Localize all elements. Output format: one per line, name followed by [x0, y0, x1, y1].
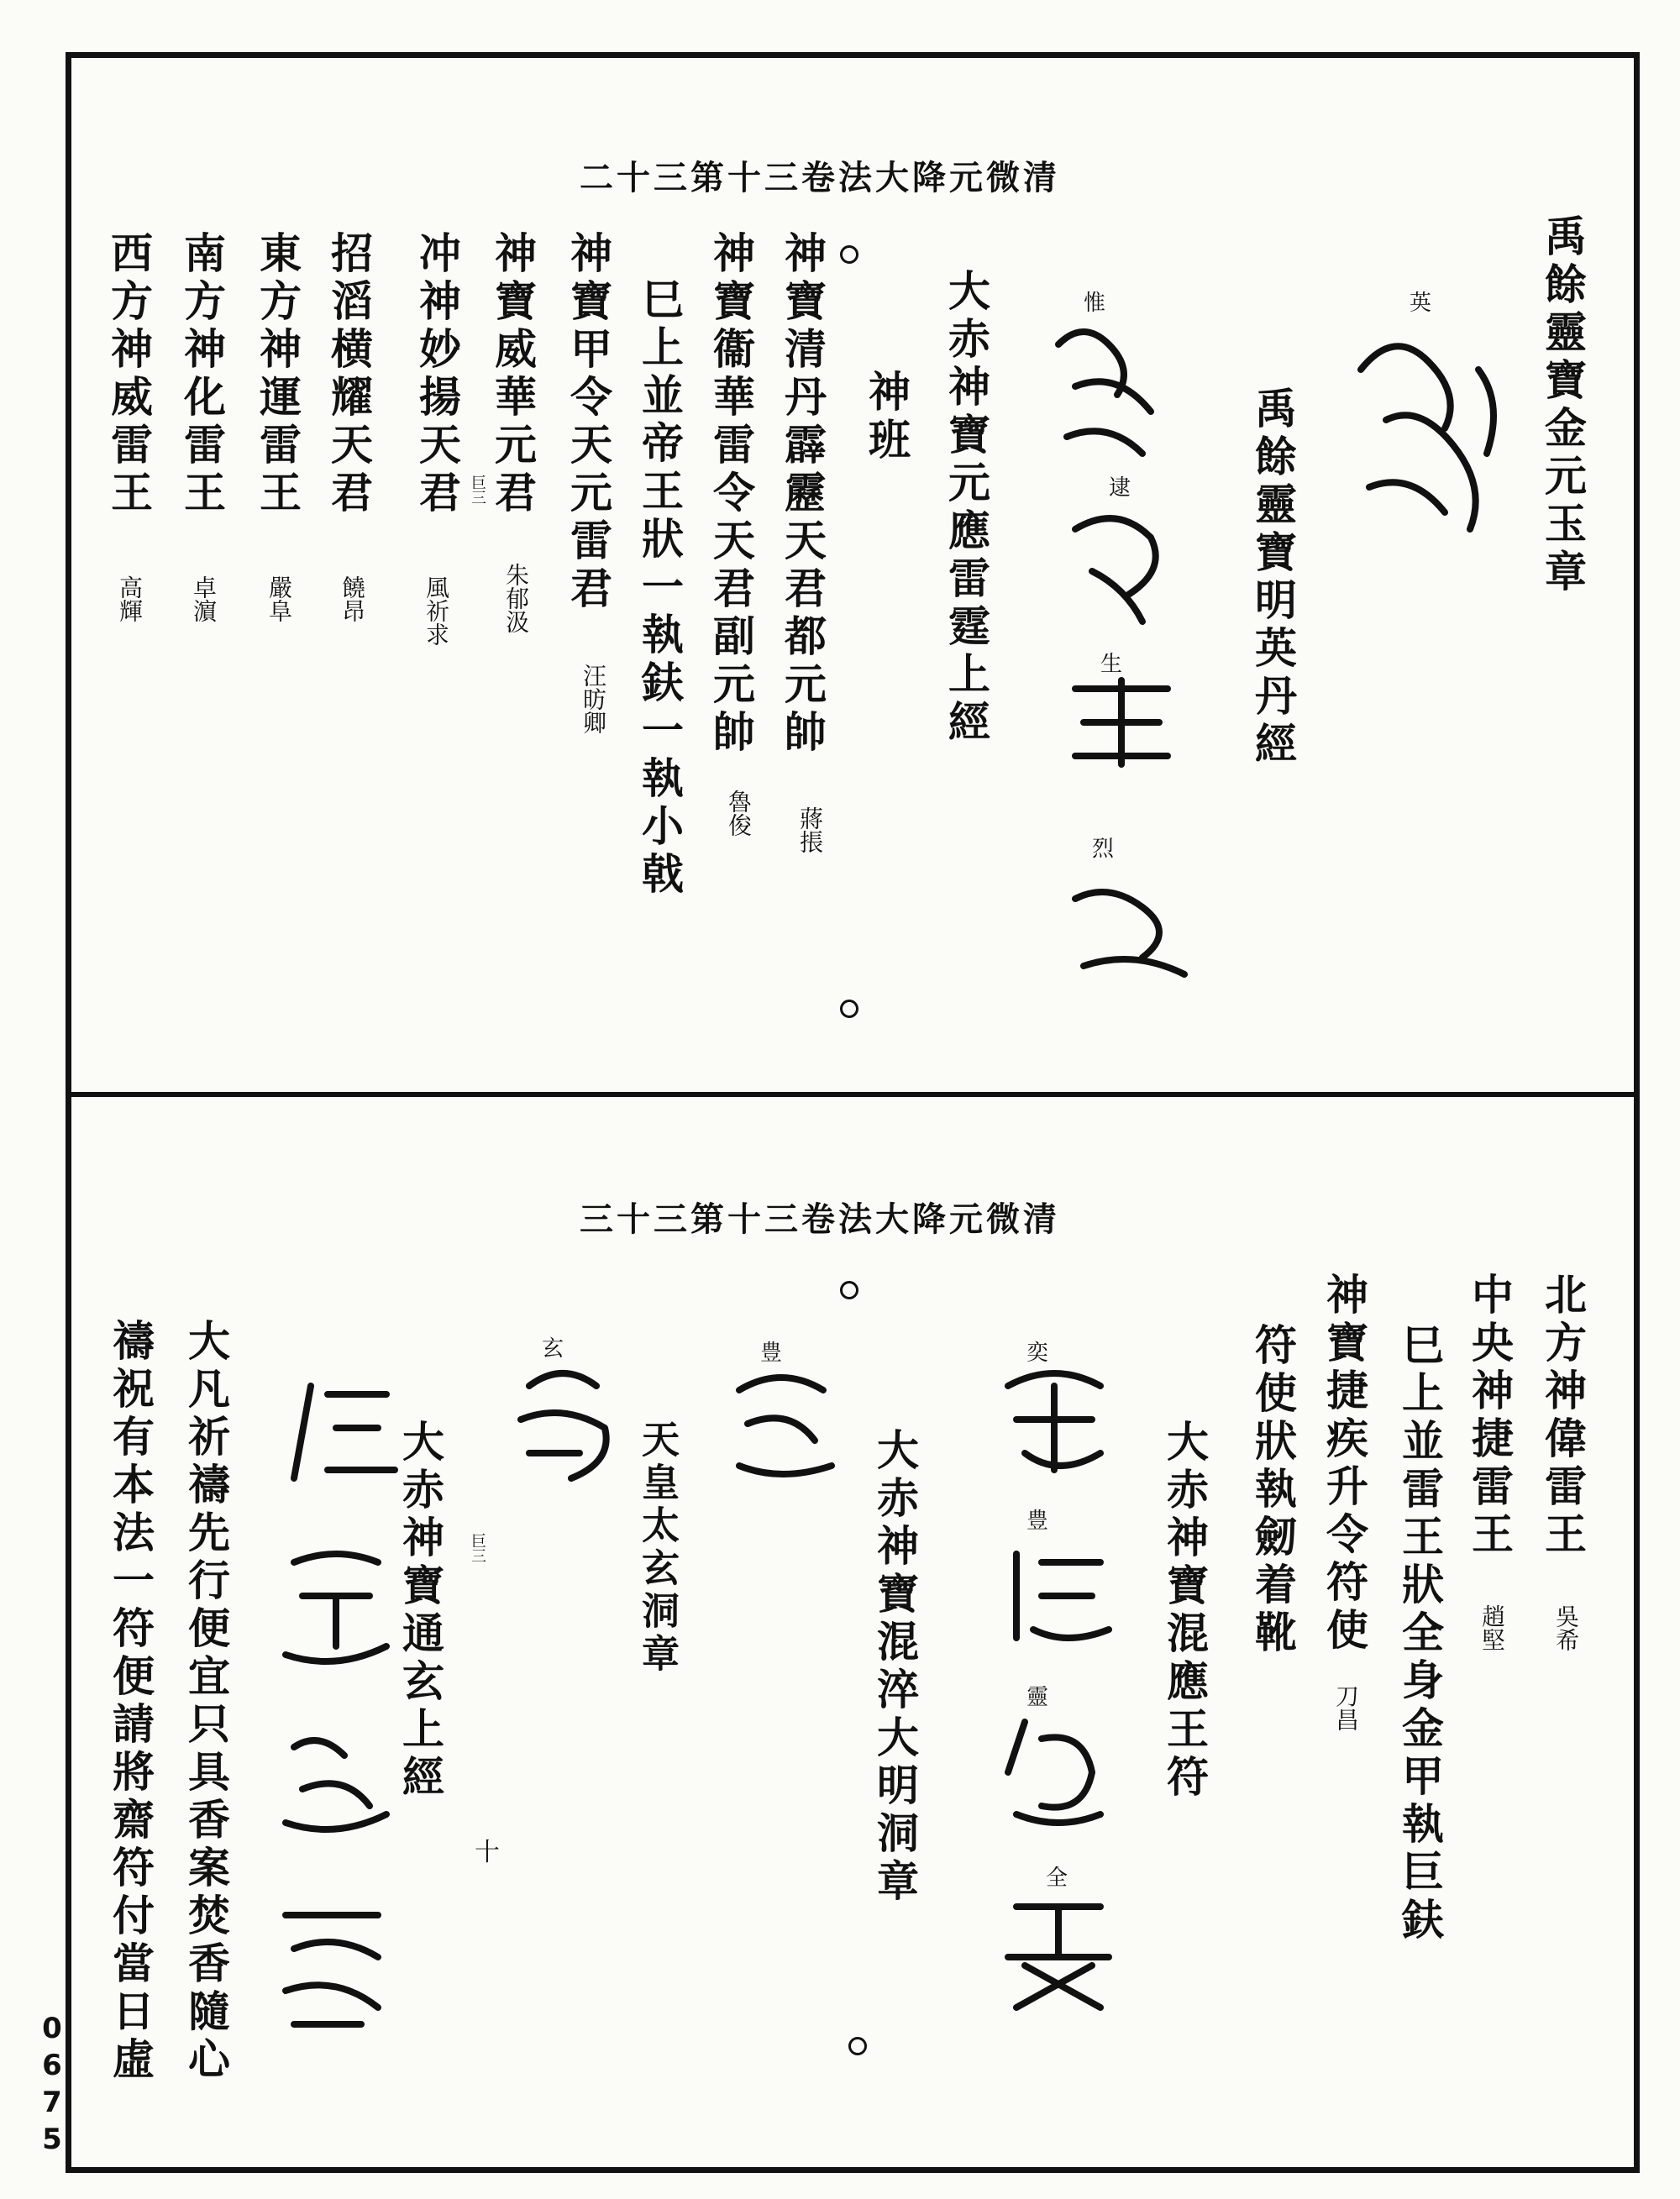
top-talisman-label-a: 英 — [1410, 291, 1432, 316]
top-talisman-label-b: 惟 — [1084, 291, 1106, 316]
top-talisman-label-d: 生 — [1100, 652, 1123, 677]
bottom-talisman-3-seal — [991, 1705, 1117, 1831]
top-col-4: 神班 — [862, 370, 911, 465]
bottom-col-10: 大凡祈禱先行便宜只具香案焚香隨心 — [181, 1319, 231, 2085]
top-col-5-name: 蔣掁 — [796, 806, 824, 853]
top-talisman-5-seal — [1058, 874, 1201, 991]
top-page-header: 清微元降大法卷三十第三十二 — [580, 158, 1060, 197]
top-col-7: 巳上並帝王狀一執鈇一執小戟 — [635, 277, 685, 900]
bottom-col-3: 巳上並雷王狀全身金甲執巨鈇 — [1395, 1323, 1445, 1945]
bottom-talisman-2-seal — [991, 1537, 1117, 1655]
top-col-1: 禹餘靈寶金元玉章 — [1538, 214, 1588, 597]
bottom-talisman-label-e: 豊 — [760, 1341, 783, 1366]
top-col-6-name: 魯俊 — [725, 790, 753, 837]
bottom-col-4-name: 刀昌 — [1332, 1684, 1360, 1731]
top-talisman-3-seal — [1058, 504, 1176, 638]
bottom-talisman-label-d: 全 — [1046, 1866, 1068, 1891]
top-col-9: 神寶威華元君 — [488, 231, 538, 518]
top-col-8: 神寶甲令天元雷君 — [564, 231, 613, 614]
top-talisman-2-seal — [1042, 311, 1176, 479]
bottom-col-2-name: 趙堅 — [1478, 1604, 1506, 1651]
bottom-talisman-8-seal — [269, 1546, 403, 1672]
top-talisman-4-seal — [1058, 672, 1184, 781]
top-col-9-name: 朱郁汲 — [502, 563, 530, 633]
top-talisman-label-e: 烈 — [1092, 837, 1115, 862]
top-col-13: 南方神化雷王 — [177, 231, 227, 518]
top-col-12: 東方神運雷王 — [253, 231, 302, 518]
bottom-talisman-10-seal — [269, 1898, 395, 2033]
top-col-14-name: 高輝 — [116, 575, 144, 622]
bottom-col-1-name: 吳希 — [1552, 1604, 1580, 1651]
top-circle-mark-2 — [840, 1000, 858, 1018]
bottom-col-4: 神寶捷疾升令符使 — [1320, 1273, 1369, 1656]
top-marginal-mark: 巨三 — [469, 475, 486, 505]
bottom-talisman-5-seal — [722, 1365, 840, 1491]
bottom-talisman-label-f: 玄 — [542, 1336, 564, 1362]
top-col-11: 招滔横耀天君 — [324, 231, 374, 518]
top-col-10-name: 風祈求 — [423, 575, 450, 646]
bottom-marginal-cross: 十 — [475, 1838, 500, 1867]
top-col-14: 西方神威雷王 — [104, 231, 154, 518]
bottom-col-9: 大赤神寶通玄上經 — [396, 1420, 445, 1803]
bottom-col-1: 北方神偉雷王 — [1538, 1273, 1588, 1560]
bottom-col-2: 中央神捷雷王 — [1465, 1273, 1515, 1560]
bottom-talisman-6-seal — [504, 1361, 622, 1495]
bottom-talisman-7-seal — [277, 1369, 403, 1495]
bottom-marginal-mark: 巨三 — [469, 1533, 486, 1563]
bottom-col-11: 禱祝有本法一符便請將齋符付當日虛 — [106, 1319, 155, 2085]
top-col-11-name: 饒昂 — [339, 575, 366, 622]
bottom-talisman-label-c: 靈 — [1026, 1685, 1049, 1710]
bottom-circle-mark-1 — [840, 1281, 858, 1299]
page-number — [34, 2012, 69, 2160]
top-col-13-name: 卓濵 — [190, 575, 218, 622]
bottom-talisman-label-b: 豊 — [1026, 1509, 1049, 1534]
bottom-talisman-1-seal — [991, 1361, 1117, 1487]
bottom-talisman-9-seal — [269, 1722, 395, 1839]
bottom-col-6: 大赤神寶混應王符 — [1160, 1420, 1210, 1803]
top-col-8-name: 汪昉卿 — [580, 664, 607, 734]
top-col-3: 大赤神寶元應雷霆上經 — [942, 269, 991, 748]
bottom-talisman-4-seal — [991, 1890, 1126, 2016]
top-col-10: 冲神妙揚天君 — [412, 231, 462, 518]
top-talisman-label-c: 逮 — [1109, 475, 1131, 501]
top-col-2: 禹餘靈寶明英丹經 — [1248, 386, 1298, 769]
page-divider — [66, 1092, 1640, 1097]
bottom-col-5: 符使狀執劒着靴 — [1248, 1323, 1298, 1658]
bottom-col-8: 天皇太玄洞章 — [635, 1420, 680, 1677]
bottom-talisman-label-a: 奕 — [1026, 1341, 1049, 1366]
top-col-6: 神寶衞華雷令天君副元帥 — [706, 231, 756, 758]
bottom-page-header: 清微元降大法卷三十第三十三 — [580, 1199, 1060, 1239]
top-circle-mark-1 — [840, 245, 858, 264]
bottom-col-7: 大赤神寶混淬大明洞章 — [870, 1428, 920, 1907]
top-col-12-name: 嚴阜 — [265, 575, 293, 622]
top-talisman-1-seal — [1344, 319, 1529, 554]
page-number-text: 0675 — [35, 2012, 69, 2160]
bottom-circle-mark-2 — [848, 2037, 867, 2055]
top-col-5: 神寶清丹霹靂天君都元帥 — [778, 231, 827, 758]
